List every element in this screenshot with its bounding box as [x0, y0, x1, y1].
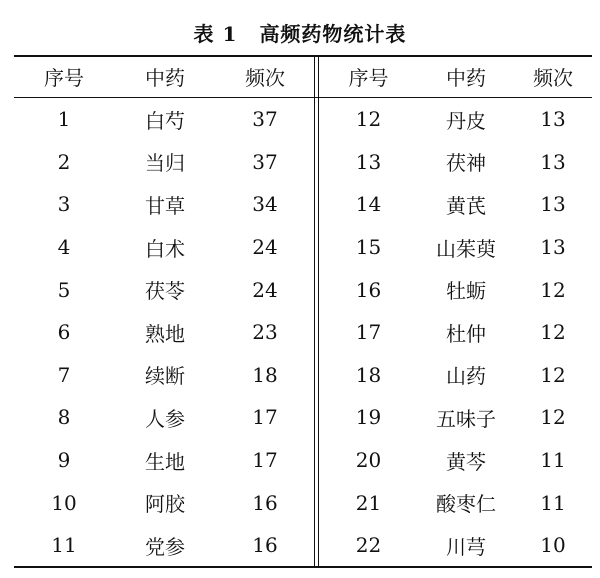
cell-herb: 丹皮 [446, 108, 486, 133]
cell-frequency: 13 [540, 107, 566, 132]
cell-frequency: 10 [540, 533, 566, 558]
cell-herb: 人参 [145, 406, 185, 431]
cell-index: 11 [51, 533, 77, 558]
column-divider [314, 56, 315, 567]
header-row [14, 56, 314, 97]
table-row [14, 396, 314, 439]
cell-herb: 续断 [145, 364, 185, 389]
table-row [14, 98, 314, 141]
header-index: 序号 [44, 66, 84, 90]
table-row [14, 439, 314, 482]
table-row [319, 354, 592, 397]
table-number: 表 1 [193, 22, 238, 46]
cell-herb: 杜仲 [446, 321, 486, 346]
cell-herb: 茯苓 [145, 279, 185, 304]
table-row [14, 311, 314, 354]
cell-frequency: 13 [540, 192, 566, 217]
cell-index: 10 [51, 490, 77, 515]
header-herb: 中药 [145, 66, 185, 90]
cell-index: 21 [355, 490, 382, 515]
cell-index: 6 [57, 320, 71, 345]
table-row [14, 524, 314, 567]
cell-frequency: 12 [540, 362, 566, 387]
table-row [319, 524, 592, 567]
cell-herb: 熟地 [145, 321, 185, 346]
cell-index: 19 [355, 405, 382, 430]
cell-frequency: 37 [252, 107, 278, 132]
table-row [319, 183, 592, 226]
cell-herb: 山茱萸 [436, 236, 496, 261]
cell-frequency: 13 [540, 235, 566, 260]
header-frequency: 频次 [245, 66, 285, 90]
cell-frequency: 12 [540, 405, 566, 430]
cell-index: 20 [355, 448, 382, 473]
cell-index: 16 [355, 277, 382, 302]
table-caption [0, 18, 600, 47]
cell-index: 5 [57, 277, 71, 302]
cell-frequency: 23 [252, 320, 278, 345]
cell-index: 12 [355, 107, 382, 132]
table-row [319, 268, 592, 311]
cell-frequency: 12 [540, 277, 566, 302]
table-row [319, 396, 592, 439]
header-index: 序号 [348, 66, 389, 90]
cell-frequency: 34 [252, 192, 278, 217]
cell-frequency: 13 [540, 149, 566, 174]
cell-frequency: 17 [252, 448, 278, 473]
cell-herb: 白术 [145, 236, 185, 261]
table-row [14, 226, 314, 269]
table-row [14, 354, 314, 397]
cell-index: 4 [57, 235, 71, 260]
cell-herb: 川芎 [446, 534, 486, 559]
table-row [14, 183, 314, 226]
table-row [319, 141, 592, 184]
cell-frequency: 12 [540, 320, 566, 345]
cell-frequency: 16 [252, 533, 278, 558]
cell-herb: 甘草 [145, 193, 185, 218]
cell-frequency: 11 [540, 490, 566, 515]
cell-frequency: 11 [540, 448, 566, 473]
cell-index: 22 [355, 533, 382, 558]
table-row [14, 268, 314, 311]
cell-index: 7 [57, 362, 71, 387]
cell-index: 14 [355, 192, 382, 217]
cell-index: 2 [57, 149, 71, 174]
header-frequency: 频次 [533, 66, 573, 90]
cell-index: 3 [57, 192, 71, 217]
cell-frequency: 24 [252, 277, 278, 302]
table-row [14, 141, 314, 184]
cell-index: 13 [355, 149, 382, 174]
cell-herb: 五味子 [436, 406, 496, 431]
table-row [319, 98, 592, 141]
cell-index: 18 [355, 362, 382, 387]
cell-herb: 牡蛎 [446, 279, 486, 304]
cell-herb: 山药 [446, 364, 486, 389]
header-herb: 中药 [446, 66, 486, 90]
table-body-right [319, 98, 592, 567]
cell-frequency: 18 [252, 362, 278, 387]
cell-herb: 酸枣仁 [436, 492, 496, 517]
cell-index: 1 [57, 107, 71, 132]
table-right-half [319, 56, 592, 567]
cell-frequency: 17 [252, 405, 278, 430]
cell-herb: 黄芩 [446, 449, 486, 474]
table-row [14, 481, 314, 524]
cell-herb: 黄芪 [446, 193, 486, 218]
cell-herb: 茯神 [446, 151, 486, 176]
cell-index: 15 [355, 235, 382, 260]
table-body-left [14, 98, 314, 567]
header-row [319, 56, 592, 97]
cell-index: 17 [355, 320, 382, 345]
table-row [319, 439, 592, 482]
cell-frequency: 24 [252, 235, 278, 260]
table-row [319, 226, 592, 269]
cell-herb: 生地 [145, 449, 185, 474]
cell-frequency: 37 [252, 149, 278, 174]
table-row [319, 311, 592, 354]
cell-herb: 当归 [145, 151, 185, 176]
cell-index: 8 [57, 405, 71, 430]
cell-herb: 党参 [145, 534, 185, 559]
table-title: 高频药物统计表 [259, 22, 407, 46]
cell-herb: 阿胶 [145, 492, 185, 517]
cell-frequency: 16 [252, 490, 278, 515]
cell-index: 9 [57, 448, 71, 473]
table-left-half [14, 56, 314, 567]
table-row [319, 481, 592, 524]
cell-herb: 白芍 [145, 108, 185, 133]
